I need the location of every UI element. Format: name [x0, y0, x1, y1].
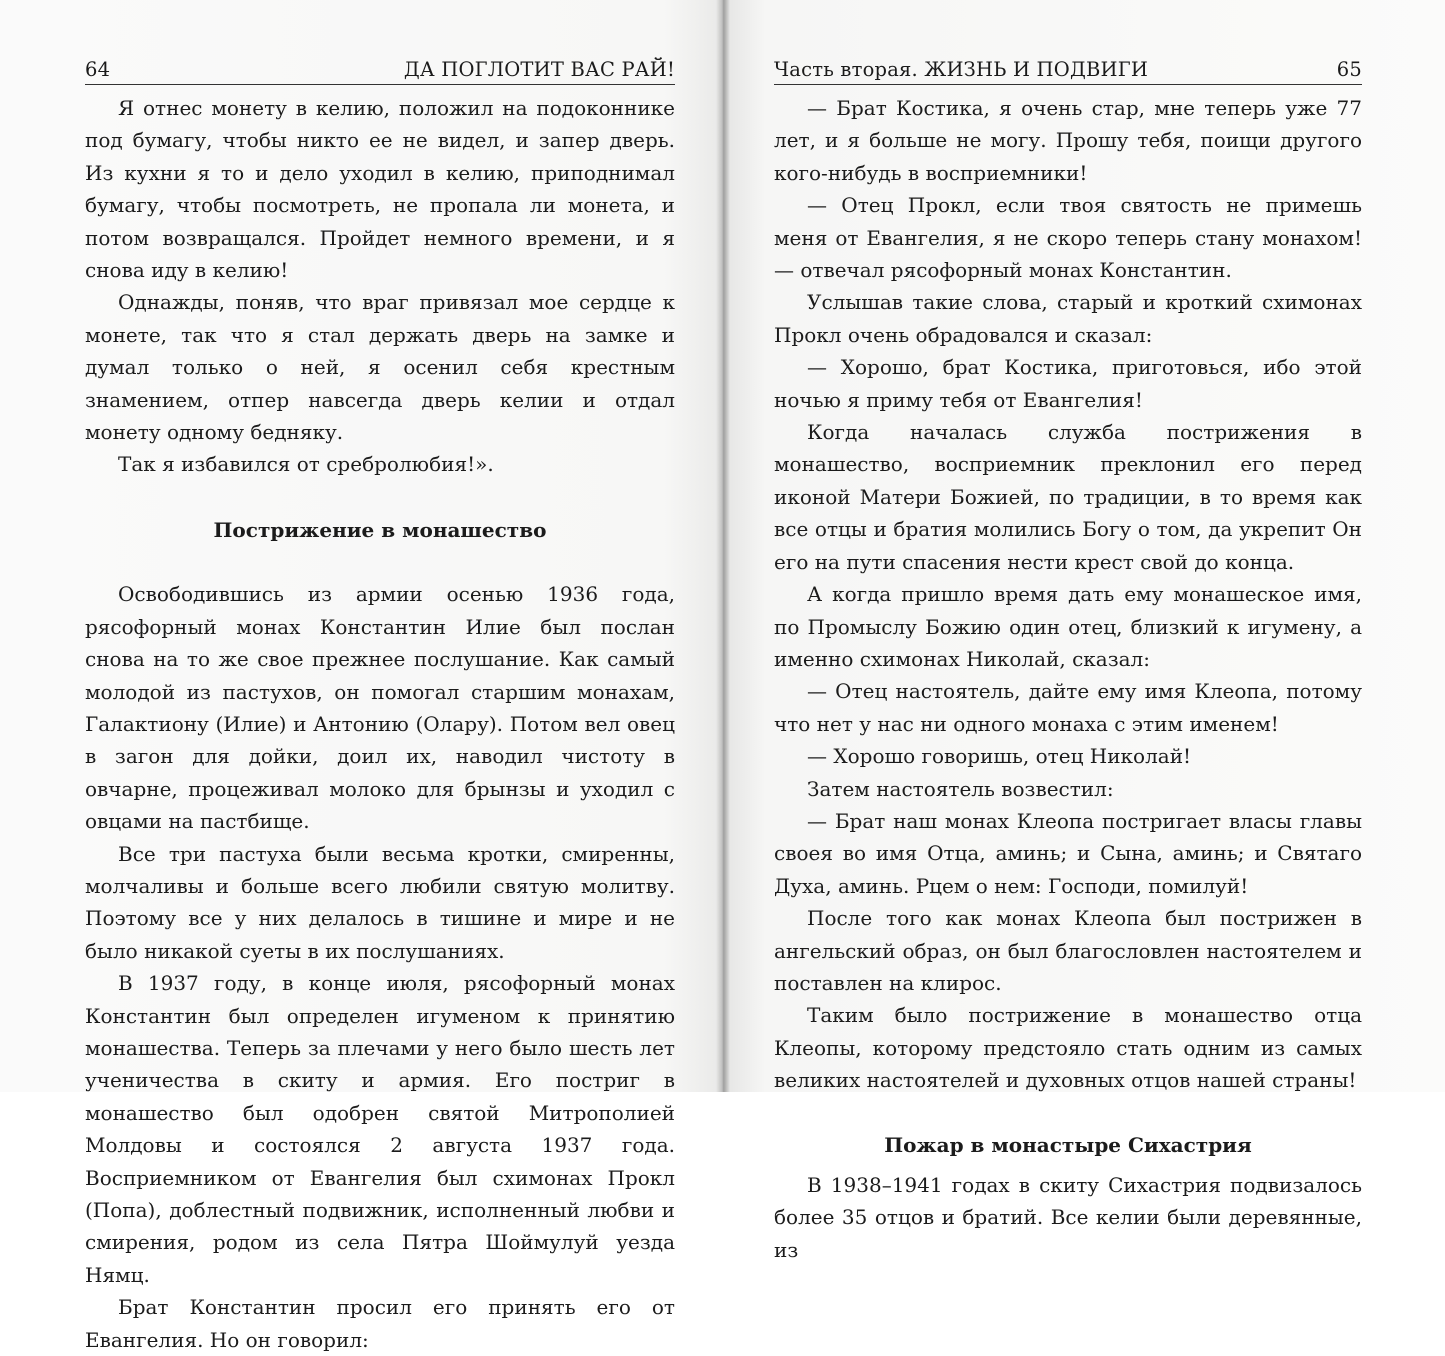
- paragraph: Я отнес монету в келию, положил на подоконнике под бумагу, чтобы никто ее не видел, и запер дверь. Из кухни я то и дело уходил в келию, приподнимал бумагу, чтобы посмотреть, не пропала ли монета, и потом возвращался. Пройдет немного времени, и я снова иду в келию!: [85, 96, 675, 283]
- right-page-body: [774, 92, 1362, 1266]
- section-heading: Пострижение в монашество: [213, 517, 547, 542]
- paragraph: — Брат Костика, я очень стар, мне теперь уже 77 лет, и я больше не могу. Прошу тебя, поищи другого кого-нибудь в восприемники!: [774, 96, 1362, 185]
- page-number: 65: [1336, 58, 1362, 81]
- book-gutter: [716, 0, 730, 1092]
- paragraph: Брат Константин просил его принять его от Евангелия. Но он говорил:: [85, 1295, 675, 1352]
- paragraph: — Отец Прокл, если твоя святость не примешь меня от Евангелия, я не скоро теперь стану монахом! — отвечал рясофорный монах Константин.: [774, 193, 1362, 283]
- paragraph: Услышав такие слова, старый и кроткий схимонах Прокл очень обрадовался и сказал:: [774, 290, 1362, 347]
- right-page: [722, 0, 1445, 1262]
- paragraph: — Брат наш монах Клеопа постригает власы главы своея во имя Отца, аминь; и Сына, аминь; и Святаго Духа, аминь. Рцем о нем: Господи, помилуй!: [774, 808, 1362, 898]
- paragraph: В 1938–1941 годах в скиту Сихастрия подвизалось более 35 отцов и братий. Все келии были деревянные, из: [774, 1173, 1362, 1262]
- paragraph: — Хорошо, брат Костика, приготовься, ибо этой ночью я приму тебя от Евангелия!: [774, 355, 1362, 412]
- running-title: ДА ПОГЛОТИТ ВАС РАЙ!: [403, 58, 675, 81]
- header-rule: [85, 84, 675, 85]
- section-heading: Пожар в монастыре Сихастрия: [884, 1132, 1252, 1157]
- paragraph: В 1937 году, в конце июля, рясофорный монах Константин был определен игуменом к принятию монашества. Теперь за плечами у него было шесть лет ученичества в скиту и армия. Его постриг в монашество был одобрен святой Митрополией Молдовы и состоялся 2 августа 1937 года. Восприемником от Евангелия был схимонах Прокл (Попа), доблестный подвижник, исполненный любви и смирения, родом из села Пятра Шоймулуй уезда Нямц.: [85, 971, 675, 1287]
- left-page-header: [85, 56, 675, 84]
- paragraph: Таким было пострижение в монашество отца Клеопы, которому предстояло стать одним из самых великих настоятелей и духовных отцов нашей страны!: [774, 1003, 1362, 1093]
- left-page: [0, 0, 722, 1352]
- paragraph: Все три пастуха были весьма кротки, смиренны, молчаливы и больше всего любили святую молитву. Поэтому все у них делалось в тишине и мире и не было никакой суеты в их послушаниях.: [85, 841, 675, 963]
- right-page-header: [774, 56, 1362, 84]
- paragraph: Однажды, поняв, что враг привязал мое сердце к монете, так что я стал держать дверь на замке и думал только о ней, я осенил себя крестным знамением, отпер навсегда дверь келии и отдал монету одному бедняку.: [85, 290, 675, 445]
- paragraph: А когда пришло время дать ему монашеское имя, по Промыслу Божию один отец, близкий к игумену, а именно схимонах Николай, сказал:: [774, 582, 1362, 671]
- page-number: 64: [85, 58, 111, 81]
- paragraph: Затем настоятель возвестил:: [807, 776, 1114, 801]
- header-rule: [774, 84, 1362, 85]
- paragraph: После того как монах Клеопа был пострижен в ангельский образ, он был благословлен настоятелем и поставлен на клирос.: [774, 906, 1362, 995]
- paragraph: — Отец настоятель, дайте ему имя Клеопа, потому что нет у нас ни одного монаха с этим именем!: [774, 679, 1362, 736]
- paragraph: — Хорошо говоришь, отец Николай!: [807, 744, 1192, 769]
- paragraph: Когда началась служба пострижения в монашество, восприемник преклонил его перед иконой Матери Божией, по традиции, в то время как все отцы и братия молились Богу о том, да укрепит Он его на пути спасения нести крест свой до конца.: [774, 420, 1362, 574]
- left-page-body: [85, 92, 675, 1356]
- paragraph: Освободившись из армии осенью 1936 года, рясофорный монах Константин Илие был послан снова на то же свое прежнее послушание. Как самый молодой из пастухов, он помогал старшим монахам, Галактиону (Илие) и Антонию (Олару). Потом вел овец в загон для дойки, доил их, наводил чистоту в овчарне, процеживал молоко для брынзы и уходил с овцами на пастбище.: [85, 582, 675, 834]
- running-title: Часть вторая. ЖИЗНЬ И ПОДВИГИ: [774, 58, 1149, 81]
- paragraph: Так я избавился от сребролюбия!».: [118, 452, 494, 477]
